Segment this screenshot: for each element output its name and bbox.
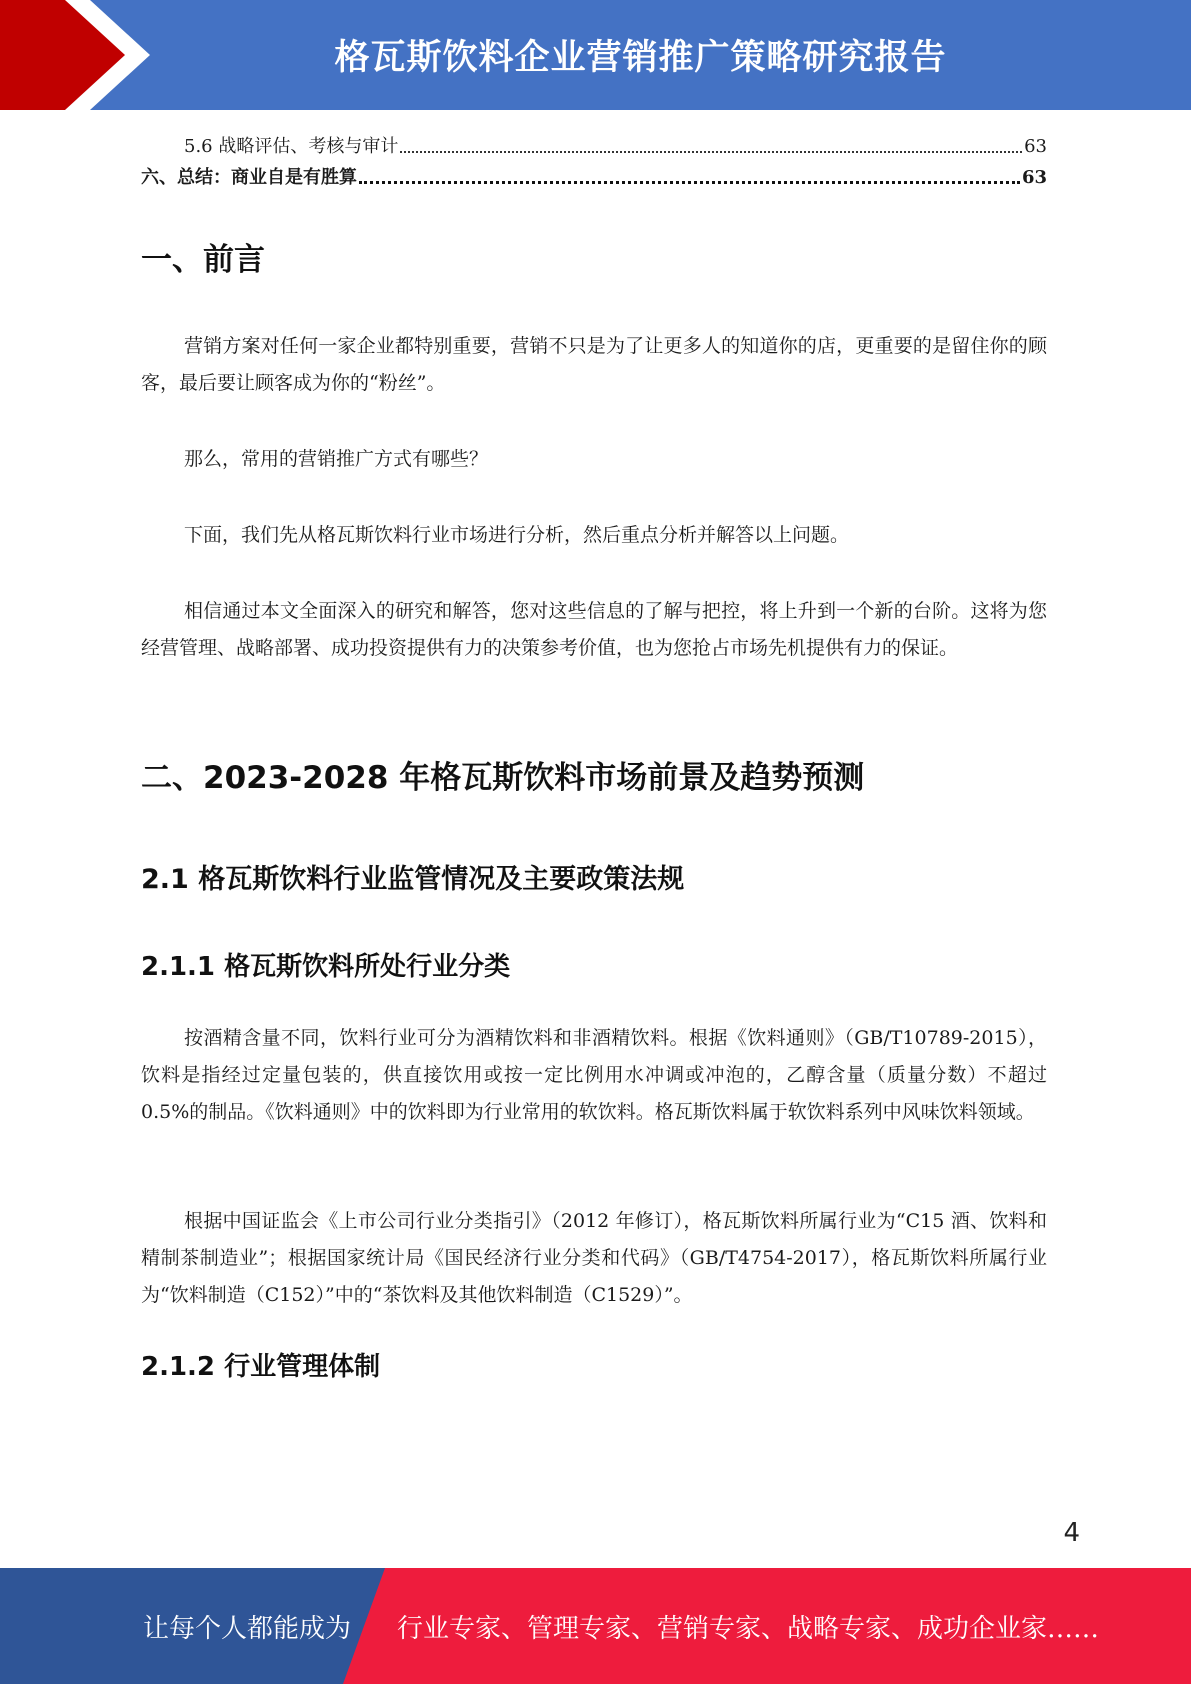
report-title: 格瓦斯饮料企业营销推广策略研究报告 (334, 38, 947, 78)
toc-entry-page: 63 (1024, 136, 1047, 157)
toc-entry-page: 63 (1021, 167, 1047, 188)
preface-paragraph-3: 下面，我们先从格瓦斯饮料行业市场进行分析，然后重点分析并解答以上问题。 (184, 524, 850, 546)
footer-slogan-right: 行业专家、管理专家、营销专家、战略专家、成功企业家…… (397, 1613, 1100, 1644)
classification-paragraph-2: 根据中国证监会《上市公司行业分类指引》（2012 年修订），格瓦斯饮料所属行业为“C15 酒、饮料和精制茶制造业”；根据国家统计局《国民经济行业分类和代码》（GB/T4754-2017），格瓦斯饮料所属行业为“饮料制造（C152）”中的“茶饮料及其他饮料制造（C1529）”。 (141, 1210, 1047, 1306)
page-header (0, 0, 1191, 110)
toc-dot-leader (359, 181, 1020, 184)
heading-market-outlook: 二、2023-2028 年格瓦斯饮料市场前景及趋势预测 (141, 760, 865, 796)
classification-paragraph-1: 按酒精含量不同，饮料行业可分为酒精饮料和非酒精饮料。根据《饮料通则》（GB/T10789-2015），饮料是指经过定量包装的，供直接饮用或按一定比例用水冲调或冲泡的，乙醇含量（质量分数）不超过 0.5%的制品。《饮料通则》中的饮料即为行业常用的软饮料。格瓦斯饮料属于软饮料系列中风味饮料领域。 (141, 1027, 1047, 1123)
toc-entry-6[interactable] (141, 161, 1047, 187)
toc-entry-5-6[interactable] (184, 130, 1047, 156)
preface-paragraph-1: 营销方案对任何一家企业都特别重要，营销不只是为了让更多人的知道你的店，更重要的是留住你的顾客，最后要让顾客成为你的“粉丝”。 (141, 335, 1047, 394)
heading-2-1-1: 2.1.1 格瓦斯饮料所处行业分类 (141, 952, 511, 982)
page-footer (0, 1568, 1191, 1684)
toc-entry-label: 5.6 战略评估、考核与审计 (184, 136, 399, 157)
heading-preface: 一、前言 (141, 242, 265, 278)
toc-entry-label: 六、总结：商业自是有胜算 (141, 167, 357, 188)
toc-dot-leader (400, 151, 1022, 153)
preface-paragraph-2: 那么，常用的营销推广方式有哪些？ (184, 448, 489, 470)
header-chevron-decoration (0, 0, 160, 110)
preface-paragraph-4: 相信通过本文全面深入的研究和解答，您对这些信息的了解与把控，将上升到一个新的台阶。这将为您经营管理、战略部署、成功投资提供有力的决策参考价值，也为您抢占市场先机提供有力的保证。 (141, 600, 1047, 659)
page-number: 4 (1063, 1518, 1080, 1548)
heading-2-1: 2.1 格瓦斯饮料行业监管情况及主要政策法规 (141, 864, 685, 895)
heading-2-1-2: 2.1.2 行业管理体制 (141, 1352, 381, 1382)
footer-slogan-left: 让每个人都能成为 (143, 1613, 352, 1644)
